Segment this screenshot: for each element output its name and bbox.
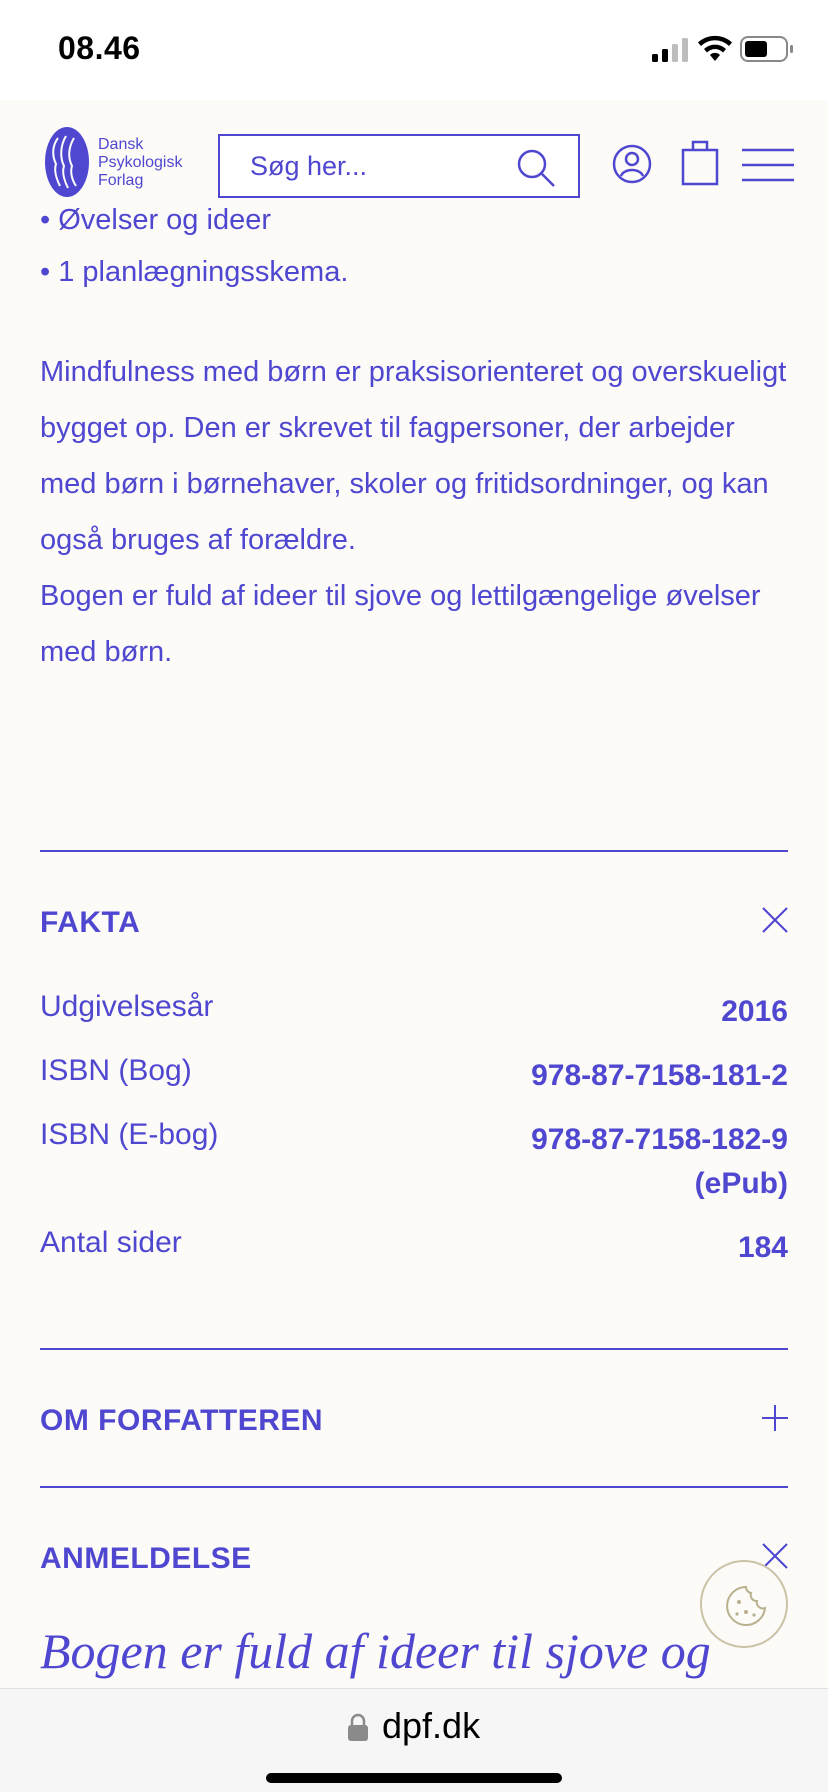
browser-address-bar[interactable] — [0, 1688, 828, 1792]
home-indicator — [266, 1773, 562, 1783]
shopping-bag-icon[interactable] — [680, 138, 720, 186]
facts-label: Udgivelsesår — [40, 990, 214, 1023]
site-header — [0, 100, 828, 212]
author-section-title[interactable]: OM FORFATTEREN — [40, 1404, 324, 1437]
plus-icon[interactable] — [760, 1403, 790, 1433]
facts-value: 978-87-7158-181-2 — [531, 1059, 788, 1092]
hamburger-menu-icon[interactable] — [742, 148, 794, 182]
logo-mark-icon — [44, 126, 90, 198]
facts-label: Antal sider — [40, 1226, 182, 1259]
facts-value: 2016 — [721, 995, 788, 1028]
close-icon[interactable] — [760, 905, 790, 935]
facts-value: 978-87-7158-182-9 (ePub) — [531, 1123, 788, 1200]
cookie-settings-button[interactable] — [700, 1560, 788, 1648]
logo-wordmark: Dansk Psykologisk Forlag — [98, 136, 183, 189]
section-divider — [40, 1348, 788, 1350]
cookie-icon — [724, 1584, 768, 1628]
battery-icon — [740, 36, 794, 62]
review-section-title[interactable]: ANMELDELSE — [40, 1542, 252, 1575]
section-divider — [40, 850, 788, 852]
site-logo[interactable] — [44, 126, 194, 198]
review-quote: Bogen er fuld af ideer til sjove og — [40, 1623, 711, 1679]
section-divider — [40, 1486, 788, 1488]
status-bar — [0, 0, 828, 100]
facts-label: ISBN (Bog) — [40, 1054, 192, 1087]
bullet-item: • 1 planlægningsskema. — [40, 256, 349, 288]
lock-icon — [348, 1713, 368, 1741]
description-paragraph: Bogen er fuld af ideer til sjove og lettilgængelige øvelser med børn. — [40, 580, 761, 668]
wifi-icon — [698, 34, 732, 62]
search-icon[interactable] — [516, 148, 556, 188]
partial-bullet-line: • Øvelser og ideer — [40, 204, 271, 236]
search-box — [218, 134, 580, 198]
status-time: 08.46 — [58, 30, 141, 66]
facts-value: 184 — [737, 1231, 788, 1264]
description-paragraph: Mindfulness med børn er praksisorienteret og overskueligt bygget op. Den er skrevet til fagpersoner, der arbejder med børn i børnehaver, skoler og fritidsordninger, og kan også bruges af forældre. — [40, 356, 787, 556]
account-icon[interactable] — [612, 144, 652, 184]
facts-section-title[interactable]: FAKTA — [40, 906, 141, 939]
url-text: dpf.dk — [382, 1705, 481, 1746]
cellular-signal-icon — [652, 38, 690, 62]
search-input[interactable] — [250, 144, 510, 188]
description-text — [40, 344, 790, 680]
facts-label: ISBN (E-bog) — [40, 1118, 219, 1151]
